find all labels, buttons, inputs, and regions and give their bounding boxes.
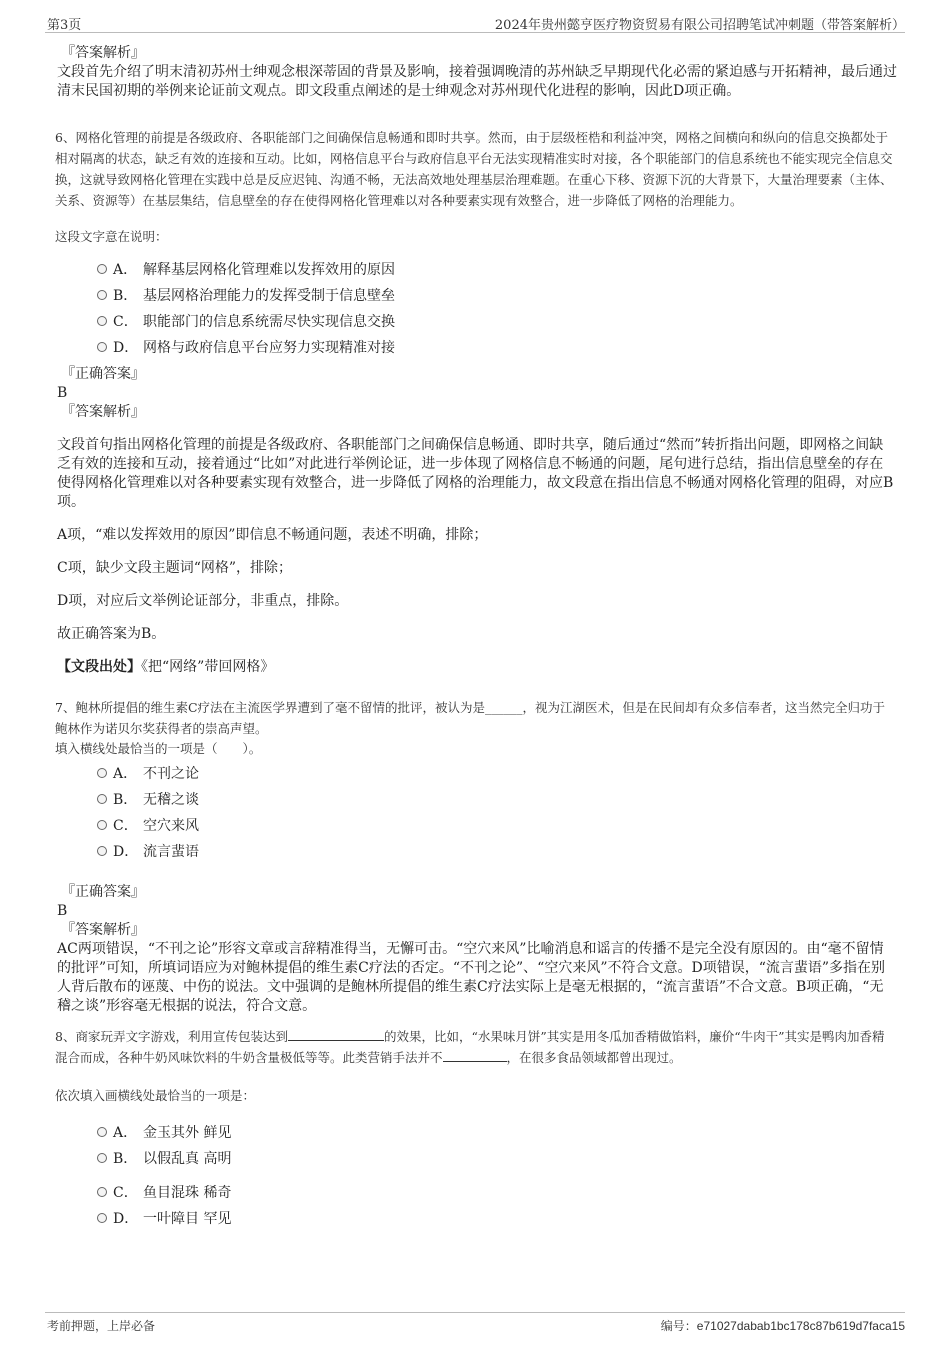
page-header bbox=[45, 12, 905, 33]
radio-icon[interactable] bbox=[97, 1127, 107, 1137]
q7-option-c[interactable]: C． 空穴来风 bbox=[97, 813, 897, 839]
q6-stem: 6、网格化管理的前提是各级政府、各职能部门之间确保信息畅通和即时共享。然而，由于层级桎梏和利益冲突，网格之间横向和纵向的信息交换都处于相对隔离的状态，缺乏有效的连接和互动。比如，网格信息平台与政府信息平台无法实现精准实时对接，各个职能部门的信息系统也不能实现完全信息交换，这就导致网格化管理在实践中总是反应迟钝、沟通不畅，无法高效地处理基层治理难题。在重心下移、资源下沉的大背景下，大量治理要素（主体、关系、资源等）在基层集结，信息壁垒的存在使得网格化管理难以对各种要素实现有效整合，进一步降低了网格的治理能力。 bbox=[55, 130, 893, 208]
radio-icon[interactable] bbox=[97, 846, 107, 856]
radio-icon[interactable] bbox=[97, 264, 107, 274]
q7-analysis-text: AC两项错误，“不刊之论”形容文章或言辞精准得当，无懈可击。“空穴来风”比喻消息和谣言的传播不是完全没有原因的。由“毫不留情的批评”可知，所填词语应为对鲍林提倡的维生素C疗法的否定。“不刊之论”、“空穴来风”不符合文意。D项错误，“流言蜚语”多指在别人背后散布的诬蔑、中伤的说法。文中强调的是鲍林所提倡的维生素C疗法实际上是毫无根据的，“流言蜚语”不合文意。B项正确，“无稽之谈”形容毫无根据的说法，符合文意。 bbox=[57, 941, 886, 1014]
q7-answer: B bbox=[57, 903, 68, 919]
q7-option-d[interactable]: D． 流言蜚语 bbox=[97, 839, 897, 865]
radio-icon[interactable] bbox=[97, 794, 107, 804]
q8-option-d[interactable]: D． 一叶障目 罕见 bbox=[97, 1206, 897, 1232]
q7-option-b[interactable]: B． 无稽之谈 bbox=[97, 787, 897, 813]
document-title: 2024年贵州懿亨医疗物资贸易有限公司招聘笔试冲刺题（带答案解析） bbox=[494, 18, 905, 33]
radio-icon[interactable] bbox=[97, 290, 107, 300]
q5-analysis-label: 『答案解析』 bbox=[61, 45, 145, 61]
page-footer bbox=[45, 1312, 905, 1341]
q6-option-c[interactable]: C． 职能部门的信息系统需尽快实现信息交换 bbox=[97, 309, 897, 335]
q8-blank-2 bbox=[443, 1049, 507, 1062]
q6-analysis-label: 『答案解析』 bbox=[61, 404, 145, 420]
radio-icon[interactable] bbox=[97, 342, 107, 352]
radio-icon[interactable] bbox=[97, 1153, 107, 1163]
q8-option-b[interactable]: B． 以假乱真 高明 bbox=[97, 1146, 897, 1172]
document-body bbox=[57, 44, 897, 1232]
radio-icon[interactable] bbox=[97, 768, 107, 778]
q6-options bbox=[97, 257, 897, 361]
radio-icon[interactable] bbox=[97, 1213, 107, 1223]
q6-note-d: D项，对应后文举例论证部分，非重点，排除。 bbox=[57, 593, 349, 609]
q6-final-answer: 故正确答案为B。 bbox=[57, 626, 166, 642]
q6-answer-label: 『正确答案』 bbox=[61, 366, 145, 382]
q6-analysis-text: 文段首句指出网格化管理的前提是各级政府、各职能部门之间确保信息畅通、即时共享，随后通过“然而”转折指出问题，即网格之间缺乏有效的连接和互动，接着通过“比如”对此进行举例论证，进一步体现了网格信息不畅通的问题，尾句进行总结，指出信息壁垒的存在使得网格化管理难以对各种要素实现有效整合，进一步降低了网格的治理能力，故文段意在指出信息不畅通对网格化管理的阻碍，对应B项。 bbox=[57, 437, 894, 510]
q6-prompt: 这段文字意在说明： bbox=[55, 229, 168, 244]
q6-option-d[interactable]: D． 网格与政府信息平台应努力实现精准对接 bbox=[97, 335, 897, 361]
q7-prompt: 填入横线处最恰当的一项是（ ）。 bbox=[55, 741, 262, 756]
q7-option-a[interactable]: A． 不刊之论 bbox=[97, 761, 897, 787]
radio-icon[interactable] bbox=[97, 1187, 107, 1197]
q8-option-c[interactable]: C． 鱼目混珠 稀奇 bbox=[97, 1180, 897, 1206]
radio-icon[interactable] bbox=[97, 820, 107, 830]
q8-prompt: 依次填入画横线处最恰当的一项是： bbox=[55, 1088, 256, 1103]
q6-note-c: C项，缺少文段主题词“网格”，排除； bbox=[57, 560, 293, 576]
q7-answer-label: 『正确答案』 bbox=[61, 884, 145, 900]
footer-slogan: 考前押题，上岸必备 bbox=[47, 1319, 156, 1333]
q7-options bbox=[97, 761, 897, 865]
q6-note-a: A项，“难以发挥效用的原因”即信息不畅通问题，表述不明确，排除； bbox=[57, 527, 488, 543]
q8-option-a[interactable]: A． 金玉其外 鲜见 bbox=[97, 1120, 897, 1146]
page-number: 第3页 bbox=[47, 18, 82, 33]
q6-option-a[interactable]: A． 解释基层网格化管理难以发挥效用的原因 bbox=[97, 257, 897, 283]
q6-answer: B bbox=[57, 385, 68, 401]
document-code: 编号：e71027dabab1bc178c87b619d7faca15 bbox=[660, 1319, 905, 1333]
q7-analysis-label: 『答案解析』 bbox=[61, 922, 145, 938]
q6-source: 【文段出处】《把“网络”带回网格》 bbox=[57, 659, 275, 675]
radio-icon[interactable] bbox=[97, 316, 107, 326]
q8-options bbox=[97, 1120, 897, 1232]
q6-option-b[interactable]: B． 基层网格治理能力的发挥受制于信息壁垒 bbox=[97, 283, 897, 309]
q7-stem: 7、鲍林所提倡的维生素C疗法在主流医学界遭到了毫不留情的批评，被认为是______，视为江湖医术，但是在民间却有众多信奉者，这当然完全归功于鲍林作为诺贝尔奖获得者的崇高声望。 bbox=[55, 700, 886, 736]
q8-blank-1 bbox=[288, 1028, 384, 1041]
q5-analysis-text: 文段首先介绍了明末清初苏州士绅观念根深蒂固的背景及影响，接着强调晚清的苏州缺乏早期现代化必需的紧迫感与开拓精神，最后通过清末民国初期的举例来论证前文观点。即文段重点阐述的是士绅观念对苏州现代化进程的影响，因此D项正确。 bbox=[57, 64, 897, 99]
q8-stem: 8、商家玩弄文字游戏，利用宣传包装达到 的效果，比如，“水果味月饼”其实是用冬瓜加香精做馅料，廉价“牛肉干”其实是鸭肉加香精混合而成，各种牛奶风味饮料的牛奶含量极低等等。此类营销手法并不 ，在很多食品领域都曾出现过。 bbox=[55, 1029, 885, 1065]
